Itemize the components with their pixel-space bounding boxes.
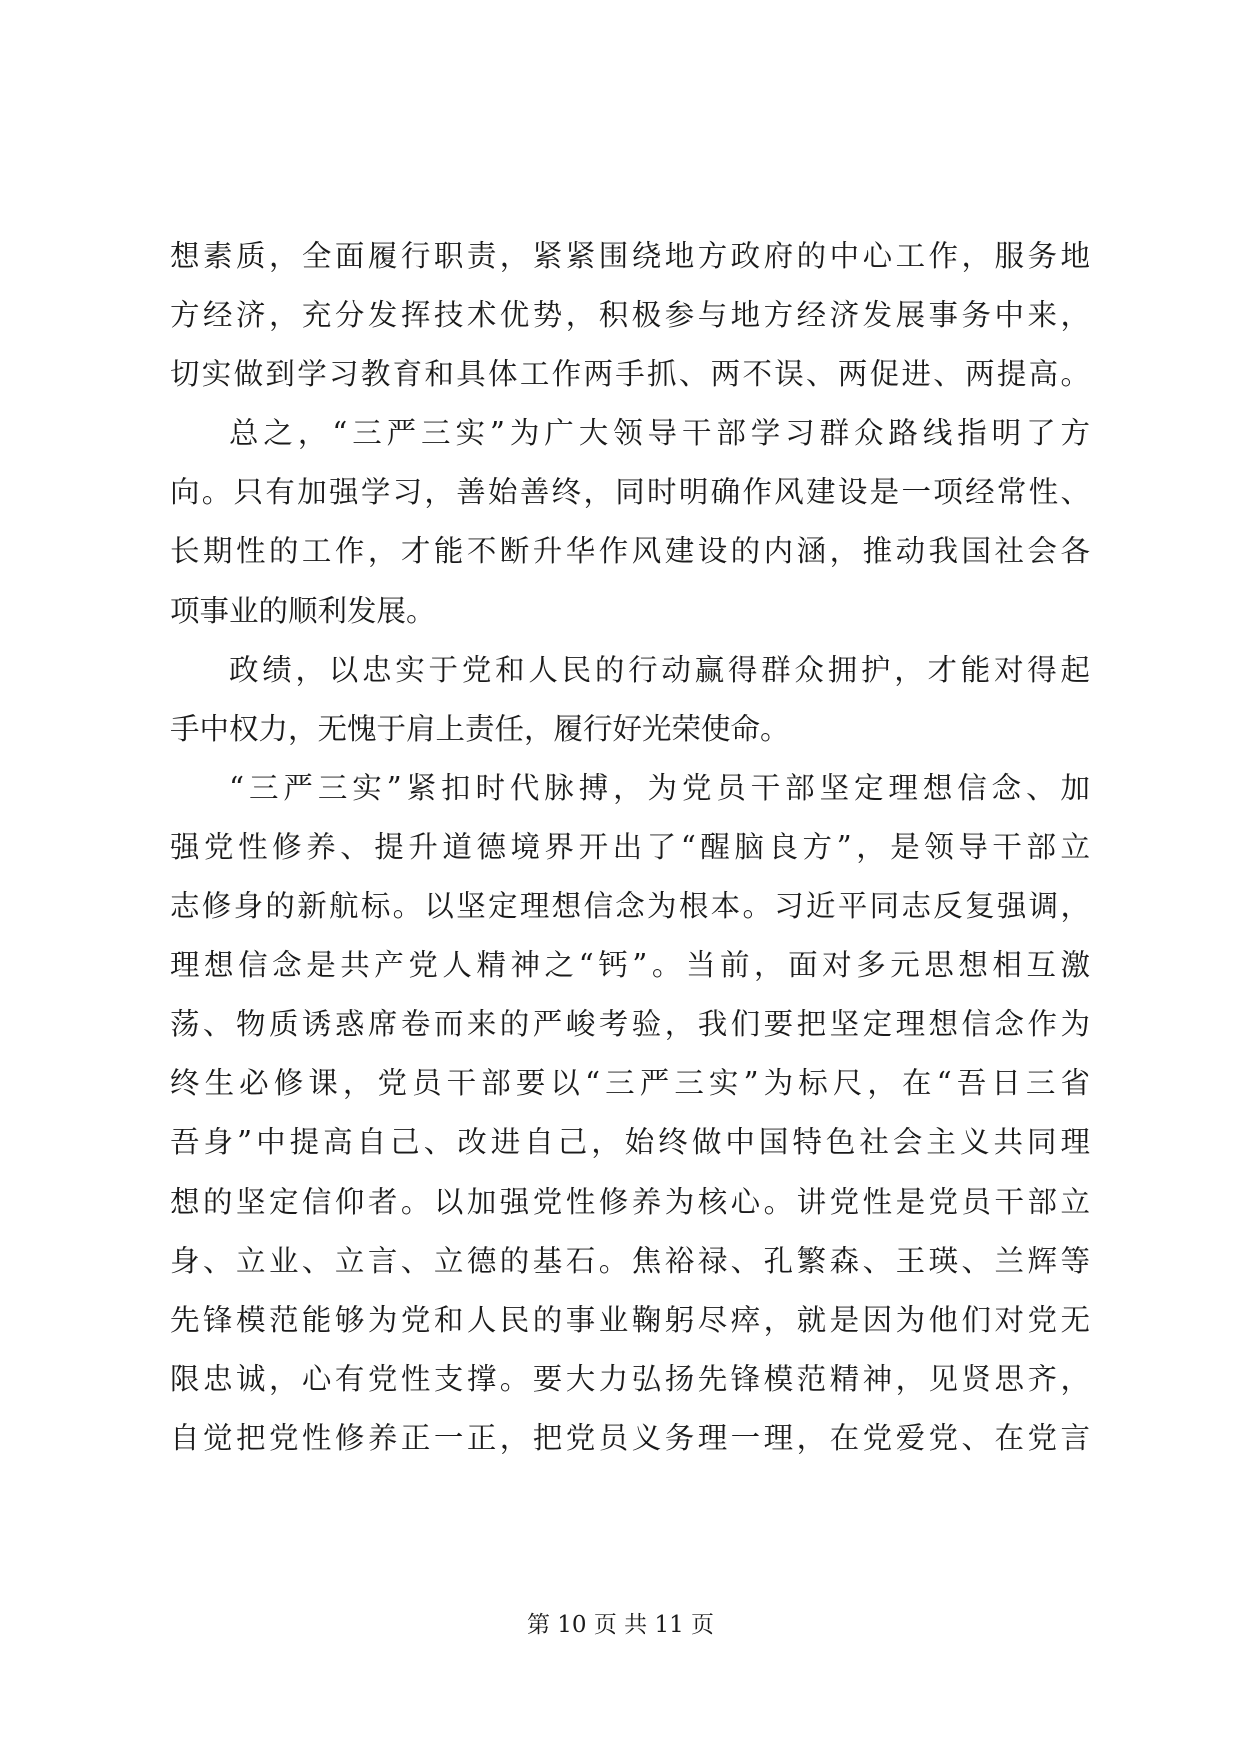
text-line: 政绩，以忠实于党和人民的行动赢得群众拥护，才能对得起 <box>229 652 1090 687</box>
text-line: 理想信念是共产党人精神之“钙”。当前，面对多元思想相互激 <box>170 948 1090 983</box>
page-number-footer: 第 10 页 共 11 页 <box>526 1612 715 1638</box>
text-line: 志修身的新航标。以坚定理想信念为根本。习近平同志反复强调， <box>170 889 1090 924</box>
text-line: “三严三实”紧扣时代脉搏，为党员干部坚定理想信念、加 <box>229 770 1090 805</box>
text-line: 强党性修养、提升道德境界开出了“醒脑良方”，是领导干部立 <box>170 829 1090 864</box>
text-line: 总之，“三严三实”为广大领导干部学习群众路线指明了方 <box>229 416 1090 451</box>
text-line: 向。只有加强学习，善始善终，同时明确作风建设是一项经常性、 <box>170 475 1090 510</box>
text-line: 自觉把党性修养正一正，把党员义务理一理，在党爱党、在党言 <box>170 1420 1090 1455</box>
text-line: 切实做到学习教育和具体工作两手抓、两不误、两促进、两提高。 <box>170 357 1090 392</box>
text-line: 手中权力，无愧于肩上责任，履行好光荣使命。 <box>170 711 790 746</box>
text-line: 身、立业、立言、立德的基石。焦裕禄、孔繁森、王瑛、兰辉等 <box>170 1243 1090 1278</box>
text-line: 方经济，充分发挥技术优势，积极参与地方经济发展事务中来， <box>170 298 1090 333</box>
text-line: 想的坚定信仰者。以加强党性修养为核心。讲党性是党员干部立 <box>170 1184 1090 1219</box>
text-line: 长期性的工作，才能不断升华作风建设的内涵，推动我国社会各 <box>170 534 1090 569</box>
text-line: 吾身”中提高自己、改进自己，始终做中国特色社会主义共同理 <box>170 1125 1090 1160</box>
document-body <box>170 227 1090 1468</box>
text-line: 项事业的顺利发展。 <box>170 593 436 628</box>
text-line: 先锋模范能够为党和人民的事业鞠躬尽瘁，就是因为他们对党无 <box>170 1302 1090 1337</box>
text-line: 限忠诚，心有党性支撑。要大力弘扬先锋模范精神，见贤思齐， <box>170 1361 1090 1396</box>
text-line: 荡、物质诱惑席卷而来的严峻考验，我们要把坚定理想信念作为 <box>170 1007 1090 1042</box>
text-line: 想素质，全面履行职责，紧紧围绕地方政府的中心工作，服务地 <box>170 239 1090 273</box>
text-line: 终生必修课，党员干部要以“三严三实”为标尺，在“吾日三省 <box>170 1066 1090 1101</box>
